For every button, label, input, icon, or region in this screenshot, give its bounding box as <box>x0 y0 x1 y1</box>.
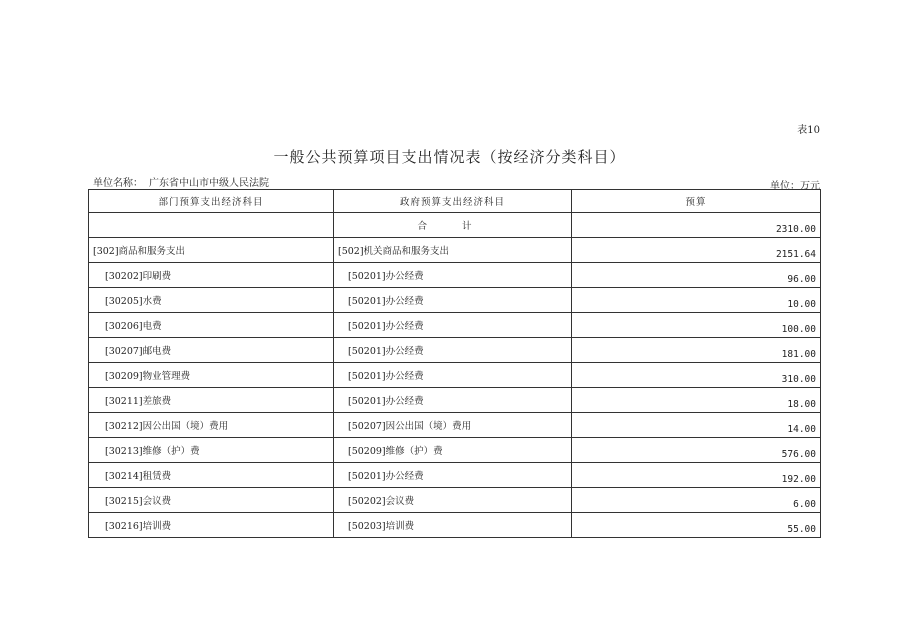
dept-category-cell: [30211]差旅费 <box>89 388 334 413</box>
page-title: 一般公共预算项目支出情况表（按经济分类科目） <box>273 148 626 166</box>
dept-category-cell: [30209]物业管理费 <box>89 363 334 388</box>
amount-cell: 192.00 <box>572 463 821 488</box>
table-row <box>89 288 821 313</box>
amount-cell: 310.00 <box>572 363 821 388</box>
amount-cell: 6.00 <box>572 488 821 513</box>
table-row <box>89 413 821 438</box>
unit-name <box>93 174 269 189</box>
table-body <box>89 213 821 538</box>
gov-category-cell: [50201]办公经费 <box>334 338 572 363</box>
gov-category-cell: [50201]办公经费 <box>334 288 572 313</box>
table-number: 表10 <box>797 125 820 136</box>
gov-category-cell: [50207]因公出国（境）费用 <box>334 413 572 438</box>
gov-category-cell: [50201]办公经费 <box>334 463 572 488</box>
table-row <box>89 263 821 288</box>
dept-category-cell: [302]商品和服务支出 <box>89 238 334 263</box>
amount-cell: 100.00 <box>572 313 821 338</box>
amount-cell: 181.00 <box>572 338 821 363</box>
amount-cell: 576.00 <box>572 438 821 463</box>
gov-category-cell: [50209]维修（护）费 <box>334 438 572 463</box>
dept-category-cell: [30214]租赁费 <box>89 463 334 488</box>
total-label: 合 计 <box>334 213 572 238</box>
header-row <box>89 190 821 213</box>
total-row <box>89 213 821 238</box>
table-row <box>89 513 821 538</box>
table-row <box>89 438 821 463</box>
table-row <box>89 388 821 413</box>
dept-category-cell: [30202]印刷费 <box>89 263 334 288</box>
amount-cell: 10.00 <box>572 288 821 313</box>
table-row <box>89 363 821 388</box>
table-row <box>89 338 821 363</box>
unit-name-value: 广东省中山市中级人民法院 <box>149 178 269 189</box>
amount-cell: 55.00 <box>572 513 821 538</box>
dept-category-cell: [30213]维修（护）费 <box>89 438 334 463</box>
total-empty-cell <box>89 213 334 238</box>
amount-cell: 18.00 <box>572 388 821 413</box>
gov-category-cell: [50201]办公经费 <box>334 313 572 338</box>
gov-category-cell: [50203]培训费 <box>334 513 572 538</box>
table-row <box>89 313 821 338</box>
dept-category-cell: [30215]会议费 <box>89 488 334 513</box>
dept-category-cell: [30212]因公出国（境）费用 <box>89 413 334 438</box>
dept-category-cell: [30207]邮电费 <box>89 338 334 363</box>
total-amount: 2310.00 <box>572 213 821 238</box>
gov-category-cell: [502]机关商品和服务支出 <box>334 238 572 263</box>
gov-category-cell: [50201]办公经费 <box>334 263 572 288</box>
table-row <box>89 463 821 488</box>
gov-category-cell: [50202]会议费 <box>334 488 572 513</box>
dept-category-cell: [30206]电费 <box>89 313 334 338</box>
amount-cell: 14.00 <box>572 413 821 438</box>
header-amount: 预算 <box>572 190 821 213</box>
header-gov: 政府预算支出经济科目 <box>334 190 572 213</box>
expenditure-table <box>88 189 821 538</box>
gov-category-cell: [50201]办公经费 <box>334 363 572 388</box>
gov-category-cell: [50201]办公经费 <box>334 388 572 413</box>
header-dept: 部门预算支出经济科目 <box>89 190 334 213</box>
table-row <box>89 488 821 513</box>
dept-category-cell: [30216]培训费 <box>89 513 334 538</box>
table-row <box>89 238 821 263</box>
amount-cell: 96.00 <box>572 263 821 288</box>
amount-cell: 2151.64 <box>572 238 821 263</box>
unit-name-label: 单位名称： <box>93 178 143 189</box>
currency-unit: 单位：万元 <box>770 181 820 192</box>
dept-category-cell: [30205]水费 <box>89 288 334 313</box>
